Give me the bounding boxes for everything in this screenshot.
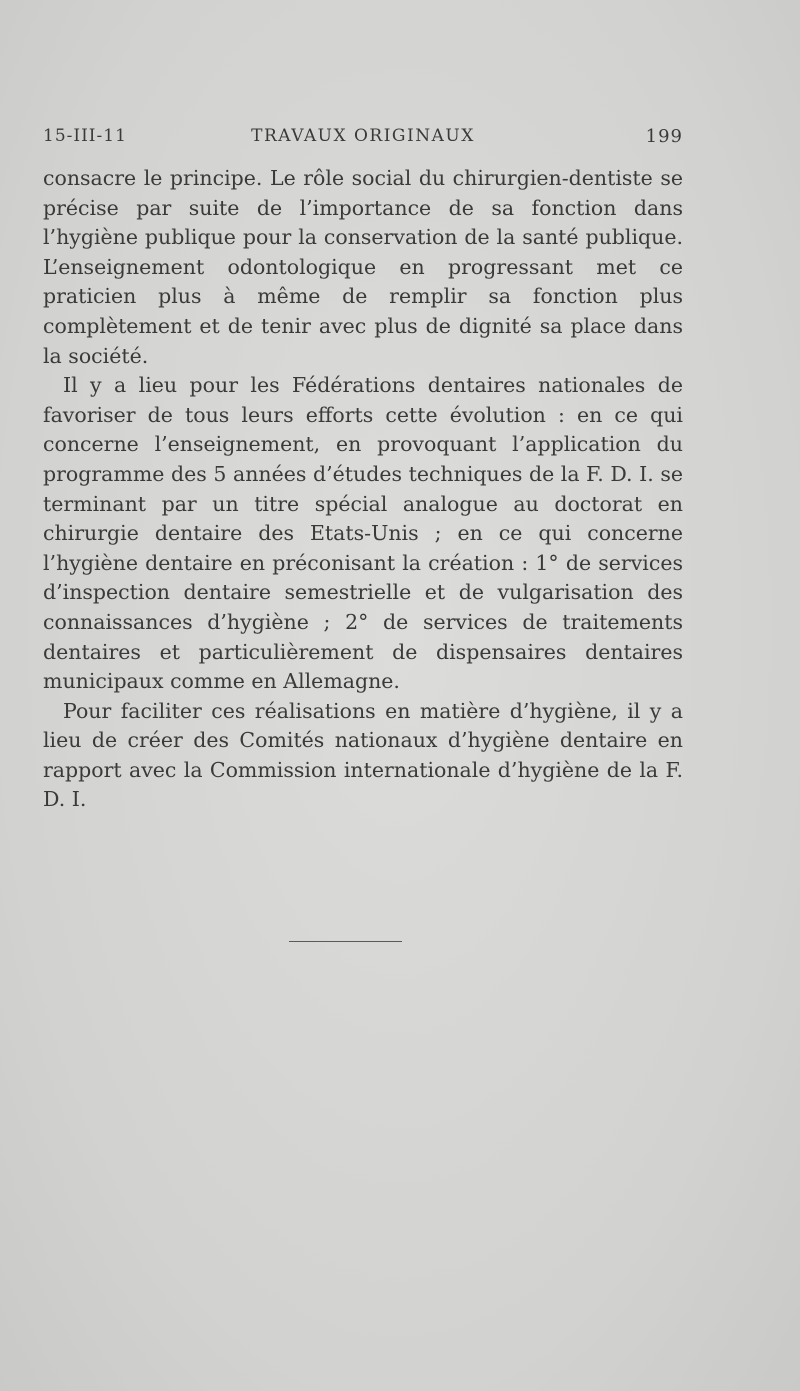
paragraph-3: Pour faciliter ces réalisations en matière d’hygiène, il y a lieu de créer des Comités nationaux d’hygiène dentaire en rapport avec la Commission internationale d’hygiène de la F. D. I. — [43, 698, 683, 812]
article-body — [43, 164, 683, 815]
section-title: TRAVAUX ORIGINAUX — [251, 126, 475, 146]
paragraph-2: Il y a lieu pour les Fédérations dentaires nationales de favoriser de tous leurs efforts cette évolution : en ce qui concerne l’enseignement, en provoquant l’application du programme des 5 années d’études techniques de la F. D. I. se terminant par un titre spécial analogue au doctorat en chirurgie dentaire des Etats-Unis ; en ce qui concerne l’hygiène dentaire en préconisant la création : 1° de services d’inspection dentaire semestrielle et de vulgarisation des connaissances d’hygiène ; 2° de services de traitements dentaires et particulièrement de dispensaires dentaires municipaux comme en Allemagne. — [43, 373, 683, 694]
page-number: 199 — [645, 126, 683, 147]
issue-date: 15-III-11 — [43, 126, 127, 146]
paragraph-1: consacre le principe. Le rôle social du chirurgien-dentiste se précise par suite de l’importance de sa fonction dans l’hygiène publique pour la conservation de la santé publique. L’enseignement odontologique en progressant met ce praticien plus à même de remplir sa fonction plus complètement et de tenir avec plus de dignité sa place dans la société. — [43, 166, 683, 368]
end-rule — [289, 941, 402, 942]
running-header — [43, 126, 683, 152]
